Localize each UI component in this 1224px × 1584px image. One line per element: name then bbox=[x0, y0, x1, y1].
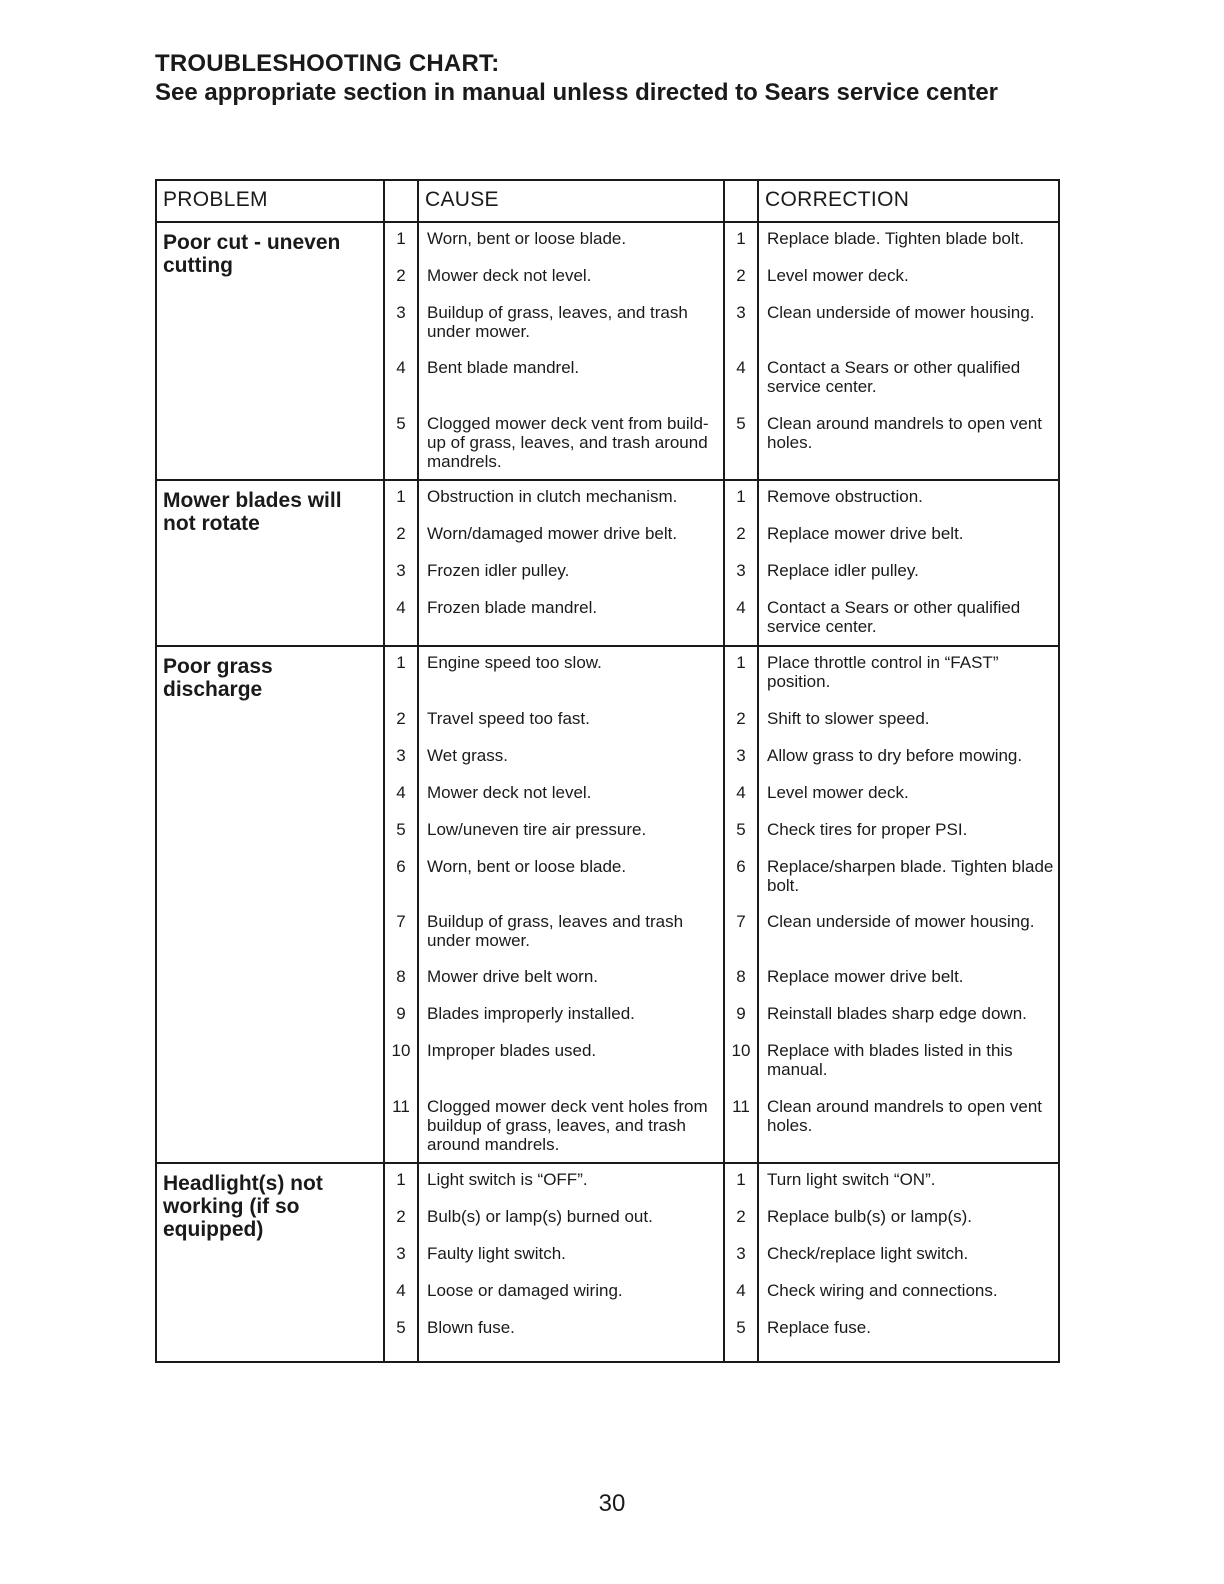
correction-text: Allow grass to dry before mowing. bbox=[767, 746, 1023, 765]
cause-text-cell bbox=[418, 646, 724, 1163]
correction-text: Replace idler pulley. bbox=[767, 561, 919, 580]
cause-text: Clogged mower deck vent holes from buildup of grass, leaves, and trash around mandrels. bbox=[427, 1097, 708, 1154]
page-number: 30 bbox=[598, 1490, 626, 1517]
problem-label: Headlight(s) not working (if so equipped) bbox=[163, 1172, 323, 1241]
cause-number: 7 bbox=[396, 912, 406, 931]
correction-number: 4 bbox=[736, 598, 746, 617]
page-subtitle: See appropriate section in manual unless directed to Sears service center bbox=[155, 79, 998, 106]
correction-text: Contact a Sears or other qualified service center. bbox=[767, 598, 1021, 636]
correction-text: Check wiring and connections. bbox=[767, 1281, 998, 1300]
cause-number: 1 bbox=[396, 229, 406, 248]
correction-number: 1 bbox=[736, 1170, 746, 1189]
correction-number: 5 bbox=[736, 1318, 746, 1337]
cause-number: 5 bbox=[396, 414, 406, 433]
correction-text-cell bbox=[758, 222, 1059, 480]
correction-text: Contact a Sears or other qualified service center. bbox=[767, 358, 1021, 396]
correction-number: 10 bbox=[731, 1041, 751, 1060]
correction-number: 3 bbox=[736, 746, 746, 765]
problem-cell bbox=[156, 646, 384, 1163]
correction-number: 6 bbox=[736, 857, 746, 876]
cause-text-cell bbox=[418, 1163, 724, 1362]
cause-text: Buildup of grass, leaves and trash under mower. bbox=[427, 912, 684, 950]
cause-text: Blown fuse. bbox=[427, 1318, 515, 1337]
cause-number: 3 bbox=[396, 561, 406, 580]
correction-text: Replace blade. Tighten blade bolt. bbox=[767, 229, 1025, 248]
correction-number-cell bbox=[724, 646, 758, 1163]
correction-number: 7 bbox=[736, 912, 746, 931]
correction-text-cell bbox=[758, 646, 1059, 1163]
problem-cell bbox=[156, 222, 384, 480]
cause-text: Wet grass. bbox=[427, 746, 508, 765]
correction-text-cell bbox=[758, 480, 1059, 646]
correction-text: Remove obstruction. bbox=[767, 487, 923, 506]
problem-cell bbox=[156, 480, 384, 646]
cause-text-cell bbox=[418, 222, 724, 480]
correction-number: 3 bbox=[736, 303, 746, 322]
cause-number: 4 bbox=[396, 1281, 406, 1300]
table-row bbox=[156, 646, 1059, 1163]
cause-number: 6 bbox=[396, 857, 406, 876]
correction-number: 8 bbox=[736, 967, 746, 986]
correction-number: 3 bbox=[736, 561, 746, 580]
cause-number: 4 bbox=[396, 783, 406, 802]
cause-number: 2 bbox=[396, 266, 406, 285]
correction-text: Clean underside of mower housing. bbox=[767, 912, 1035, 931]
correction-text: Turn light switch “ON”. bbox=[767, 1170, 936, 1189]
correction-number: 9 bbox=[736, 1004, 746, 1023]
cause-text: Frozen idler pulley. bbox=[427, 561, 570, 580]
page-heading bbox=[155, 50, 1155, 108]
cause-text: Bulb(s) or lamp(s) burned out. bbox=[427, 1207, 653, 1226]
correction-number: 5 bbox=[736, 820, 746, 839]
correction-text: Replace mower drive belt. bbox=[767, 967, 964, 986]
correction-column-header: CORRECTION bbox=[758, 180, 1059, 222]
correction-number-cell bbox=[724, 1163, 758, 1362]
correction-number: 2 bbox=[736, 1207, 746, 1226]
cause-text: Low/uneven tire air pressure. bbox=[427, 820, 647, 839]
correction-text: Place throttle control in “FAST” position. bbox=[767, 653, 999, 691]
problem-label: Mower blades will not rotate bbox=[163, 489, 342, 535]
cause-text: Worn/damaged mower drive belt. bbox=[427, 524, 678, 543]
correction-number: 4 bbox=[736, 783, 746, 802]
correction-text: Level mower deck. bbox=[767, 266, 909, 285]
cause-number: 3 bbox=[396, 746, 406, 765]
cause-number-column-header bbox=[384, 180, 418, 222]
cause-text: Clogged mower deck vent from build-up of grass, leaves, and trash around mandrels. bbox=[427, 414, 709, 471]
correction-text: Shift to slower speed. bbox=[767, 709, 930, 728]
problem-label: Poor grass discharge bbox=[163, 655, 273, 701]
table-row bbox=[156, 1163, 1059, 1362]
correction-number: 2 bbox=[736, 266, 746, 285]
correction-text: Level mower deck. bbox=[767, 783, 909, 802]
correction-number: 1 bbox=[736, 487, 746, 506]
cause-number: 3 bbox=[396, 303, 406, 322]
problem-cell bbox=[156, 1163, 384, 1362]
cause-text: Worn, bent or loose blade. bbox=[427, 229, 627, 248]
correction-text: Replace bulb(s) or lamp(s). bbox=[767, 1207, 973, 1226]
correction-number: 4 bbox=[736, 1281, 746, 1300]
correction-number: 1 bbox=[736, 229, 746, 248]
cause-number: 2 bbox=[396, 709, 406, 728]
correction-text: Clean underside of mower housing. bbox=[767, 303, 1035, 322]
correction-number-column-header bbox=[724, 180, 758, 222]
cause-text: Worn, bent or loose blade. bbox=[427, 857, 627, 876]
cause-number: 1 bbox=[396, 653, 406, 672]
cause-text: Frozen blade mandrel. bbox=[427, 598, 598, 617]
problem-label: Poor cut - uneven cutting bbox=[163, 231, 341, 277]
correction-number: 5 bbox=[736, 414, 746, 433]
cause-text: Mower deck not level. bbox=[427, 266, 592, 285]
page-title: TROUBLESHOOTING CHART: bbox=[155, 50, 500, 77]
cause-number: 11 bbox=[392, 1097, 410, 1116]
correction-number-cell bbox=[724, 222, 758, 480]
table-row bbox=[156, 480, 1059, 646]
correction-number: 2 bbox=[736, 709, 746, 728]
table-row bbox=[156, 222, 1059, 480]
cause-number: 5 bbox=[396, 1318, 406, 1337]
cause-text: Mower drive belt worn. bbox=[427, 967, 599, 986]
cause-text: Light switch is “OFF”. bbox=[427, 1170, 588, 1189]
correction-number: 11 bbox=[732, 1097, 750, 1116]
cause-number-cell bbox=[384, 222, 418, 480]
cause-text: Faulty light switch. bbox=[427, 1244, 566, 1263]
correction-text: Replace fuse. bbox=[767, 1318, 871, 1337]
correction-text: Check tires for proper PSI. bbox=[767, 820, 968, 839]
cause-number: 1 bbox=[396, 487, 406, 506]
cause-text: Buildup of grass, leaves, and trash under mower. bbox=[427, 303, 688, 341]
cause-number: 4 bbox=[396, 358, 406, 377]
cause-number: 5 bbox=[396, 820, 406, 839]
cause-number: 9 bbox=[396, 1004, 406, 1023]
cause-column-header: CAUSE bbox=[418, 180, 724, 222]
cause-text: Travel speed too fast. bbox=[427, 709, 590, 728]
correction-text: Check/replace light switch. bbox=[767, 1244, 969, 1263]
correction-text-cell bbox=[758, 1163, 1059, 1362]
cause-text: Blades improperly installed. bbox=[427, 1004, 635, 1023]
correction-number: 4 bbox=[736, 358, 746, 377]
table-header-row bbox=[156, 180, 1059, 222]
cause-text: Mower deck not level. bbox=[427, 783, 592, 802]
cause-text: Improper blades used. bbox=[427, 1041, 597, 1060]
correction-number: 3 bbox=[736, 1244, 746, 1263]
troubleshooting-table bbox=[155, 179, 1060, 1363]
cause-number-cell bbox=[384, 646, 418, 1163]
correction-text: Replace mower drive belt. bbox=[767, 524, 964, 543]
correction-number-cell bbox=[724, 480, 758, 646]
cause-number-cell bbox=[384, 480, 418, 646]
correction-text: Clean around mandrels to open vent holes. bbox=[767, 414, 1043, 452]
cause-number: 2 bbox=[396, 524, 406, 543]
cause-number: 1 bbox=[396, 1170, 406, 1189]
cause-number: 4 bbox=[396, 598, 406, 617]
correction-text: Clean around mandrels to open vent holes. bbox=[767, 1097, 1043, 1135]
correction-text: Replace with blades listed in this manual. bbox=[767, 1041, 1013, 1079]
cause-text: Obstruction in clutch mechanism. bbox=[427, 487, 678, 506]
cause-number: 10 bbox=[391, 1041, 411, 1060]
cause-number: 2 bbox=[396, 1207, 406, 1226]
cause-text-cell bbox=[418, 480, 724, 646]
cause-number: 3 bbox=[396, 1244, 406, 1263]
correction-text: Replace/sharpen blade. Tighten blade bolt. bbox=[767, 857, 1054, 895]
cause-text: Bent blade mandrel. bbox=[427, 358, 580, 377]
correction-text: Reinstall blades sharp edge down. bbox=[767, 1004, 1027, 1023]
cause-text: Engine speed too slow. bbox=[427, 653, 602, 672]
cause-number-cell bbox=[384, 1163, 418, 1362]
correction-number: 2 bbox=[736, 524, 746, 543]
problem-column-header: PROBLEM bbox=[156, 180, 384, 222]
correction-number: 1 bbox=[736, 653, 746, 672]
cause-number: 8 bbox=[396, 967, 406, 986]
cause-text: Loose or damaged wiring. bbox=[427, 1281, 623, 1300]
